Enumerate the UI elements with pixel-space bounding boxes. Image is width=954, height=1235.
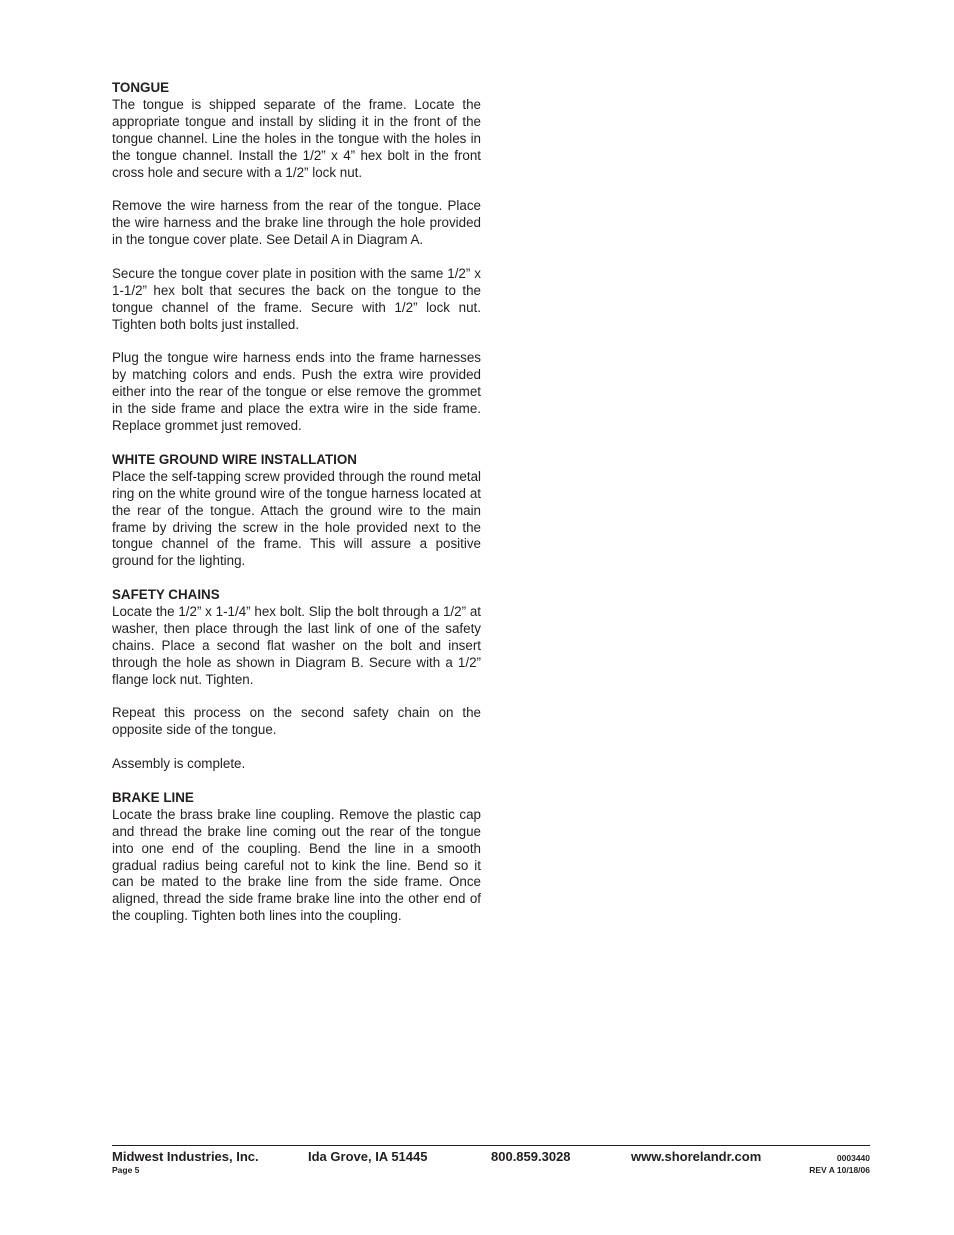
footer-phone: 800.859.3028 (491, 1149, 571, 1164)
section-heading: TONGUE (112, 80, 170, 95)
paragraph: Locate the brass brake line coupling. Remove the plastic cap and thread the brake line coming out the rear of the tongue into one end of the coupling. Bend the line in a smooth gradual radius being careful not to kink the line. Bend so it can be mated to the brake line from the side frame. Once aligned, thread the side frame brake line into the other end of the coupling. Tighten both lines into the coupling. (112, 806, 481, 924)
paragraph: Remove the wire harness from the rear of the tongue. Place the wire harness and the brake line through the hole provided in the tongue cover plate. See Detail A in Diagram A. (112, 198, 481, 248)
section-heading: BRAKE LINE (112, 789, 194, 805)
instructions-column (112, 80, 481, 942)
paragraph: Repeat this process on the second safety chain on the opposite side of the tongue. (112, 705, 481, 738)
section-brake-line (112, 790, 481, 925)
paragraph: Plug the tongue wire harness ends into the frame harnesses by matching colors and ends. Push the extra wire provided either into the rear of the tongue or else remove the grommet in the side frame and place the extra wire in the side frame. Replace grommet just removed. (112, 350, 481, 434)
footer-website: www.shorelandr.com (631, 1149, 762, 1164)
footer-page-number: Page 5 (112, 1165, 140, 1175)
section-safety-chains (112, 587, 481, 773)
footer-revision: REV A 10/18/06 (809, 1165, 870, 1175)
paragraph: Secure the tongue cover plate in position with the same 1/2” x 1-1/2” hex bolt that secures the back on the tongue to the tongue channel of the frame. Secure with 1/2” lock nut. Tighten both bolts just installed. (112, 265, 481, 332)
paragraph: The tongue is shipped separate of the frame. Locate the appropriate tongue and install by sliding it in the front of the tongue channel. Line the holes in the tongue with the holes in the tongue channel. Install the 1/2” x 4” hex bolt in the front cross hole and secure with a 1/2” lock nut. (112, 96, 481, 180)
footer-location: Ida Grove, IA 51445 (308, 1149, 428, 1164)
footer-company: Midwest Industries, Inc. (112, 1149, 259, 1164)
section-white-ground-wire (112, 452, 481, 570)
paragraph: Place the self-tapping screw provided through the round metal ring on the white ground wire of the tongue harness located at the rear of the tongue. Attach the ground wire to the main frame by driving the screw in the hole provided next to the tongue channel of the frame. This will assure a positive ground for the lighting. (112, 468, 481, 569)
footer-doc-number: 0003440 (836, 1153, 870, 1163)
section-heading: WHITE GROUND WIRE INSTALLATION (112, 451, 357, 467)
paragraph: Locate the 1/2” x 1-1/4” hex bolt. Slip the bolt through a 1/2” at washer, then place through the last link of one of the safety chains. Place a second flat washer on the bolt and insert through the hole as shown in Diagram B. Secure with a 1/2” flange lock nut. Tighten. (112, 604, 481, 687)
section-tongue (112, 80, 481, 435)
paragraph: Assembly is complete. (112, 756, 246, 772)
section-heading: SAFETY CHAINS (112, 587, 220, 603)
page-footer (112, 1145, 870, 1176)
